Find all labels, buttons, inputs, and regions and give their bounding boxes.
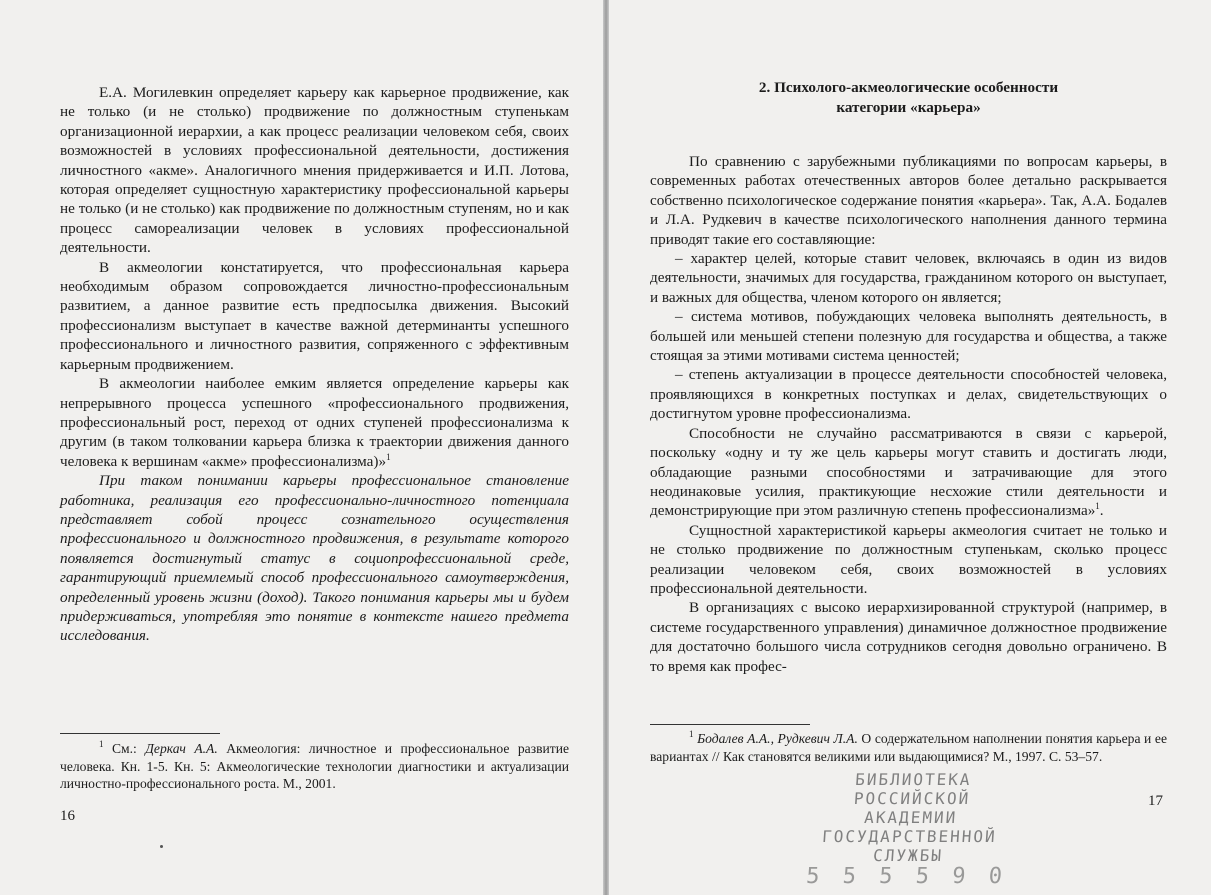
footnote-reference: 1 <box>1095 501 1100 512</box>
scan-speck <box>160 845 163 848</box>
paragraph-with-footnote <box>60 374 569 471</box>
footnote-reference: 1 <box>386 451 391 462</box>
footnote-text: О содержательном наполнении понятия карьера и ее вариантах // Как становятся великими или выдающимися? М., 1997. С. 53–57. <box>650 731 1167 764</box>
footnote-author: Деркач А.А. <box>145 741 218 756</box>
paragraph-with-footnote: Способности не случайно рассматриваются в связи с карьерой, поскольку «одну и ту же цель карьеры могут ставить и достигать люди, обладающие разными способностями и затрачивающие для этого неодинаковые усилия, практикующие несхожие стили деятельности и демонстрирующие при этом различную степень профессионализма»$^1$. <box>650 424 1167 520</box>
left-page <box>0 0 603 895</box>
stamp-line: СЛУЖБЫ <box>872 846 944 865</box>
footnote-prefix: См.: <box>111 741 146 756</box>
paragraph: Е.А. Могилевкин определяет карьеру как карьерное продвижение, как не только (и не столько) продвижение по должностным ступенькам организационной иерархии, а как процесс реализации человеком себя, своих возможностей в условиях профессиональной деятельности, достижения личностного «акме». Аналогичного мнения придерживается и И.П. Лотова, которая определяет сущностную характеристику профессиональной карьеры не только (и не столько) как продвижение по должностным ступеням, но и как процесс самореализации человек в условиях профессиональной деятельности. <box>60 84 569 257</box>
left-page-body <box>60 83 569 646</box>
footnote <box>60 740 569 793</box>
paragraph-text: Способности не случайно рассматриваются в связи с карьерой, поскольку «одну и ту же цель карьеры могут ставить и достигать люди, обладающие разными способностями и затрачивающие для этого неодинаковые усилия, практикующие несхожие стили деятельности и демонстрирующие при этом различную степень профессионализма» <box>650 424 1167 520</box>
right-page <box>609 0 1211 895</box>
list-item: – характер целей, которые ставит человек, включаясь в один из видов деятельности, значимых для государства, гражданином которого он выступает, и важных для общества, членом которого он является; <box>650 250 1167 306</box>
italic-definition-paragraph: При таком понимании карьеры профессиональное становление работника, реализация его профессионально-личностного потенциала представляет собой процесс сознательного осуществления профессионального и должностного продвижения, в результате которого появляется достигнутый статус в социопрофессиональной среде, гарантирующий приемлемый способ профессионального самоутверждения, определенный уровень жизни (доход). Такого понимания карьеры мы и будем придерживаться, употребляя это понятие в контексте нашего предмета исследования. <box>60 472 569 645</box>
stamp-number: 5 5 5 5 9 0 <box>805 864 1008 889</box>
footnote-divider <box>650 724 810 725</box>
paragraph: В организациях с высоко иерархизированной структурой (например, в системе государственного управления) динамичное должностное продвижение для достаточно большого числа сотрудников сегодня довольно ограничено. В то время как профес- <box>650 599 1167 675</box>
stamp-line: РОССИЙСКОЙ АКАДЕМИИ <box>853 789 971 827</box>
footnote <box>650 730 1167 765</box>
footnote-number: 1 <box>99 739 104 750</box>
footnote-authors: Бодалев А.А., Рудкевич Л.А. <box>697 731 858 746</box>
library-stamp <box>801 770 1019 889</box>
paragraph: В акмеологии констатируется, что профессиональная карьера необходимым образом сопровождается личностно-профессиональным развитием, а данное развитие есть предпосылка движения. Высокий профессионализм выступает в качестве важной детерминанты успешного профессионального и личностного развития, сопряженного с эффективным карьерным продвижением. <box>60 258 569 373</box>
list-item: – система мотивов, побуждающих человека выполнять деятельность, в большей или меньшей степени полезную для государства и общества, а также стоящая за этими мотивами система ценностей; <box>650 308 1167 365</box>
paragraph: Сущностной характеристикой карьеры акмеология считает не только и не столько продвижение по должностным ступенькам, сколько процесс реализации человеком себя, своих возможностей в условиях профессиональной деятельности. <box>650 521 1167 597</box>
heading-line: 2. Психолого-акмеологические особенности <box>758 79 1059 96</box>
stamp-line: БИБЛИОТЕКА <box>854 770 973 789</box>
stamp-line: ГОСУДАРСТВЕННОЙ <box>821 827 998 846</box>
footnote-number: 1 <box>689 729 694 740</box>
paragraph: По сравнению с зарубежными публикациями по вопросам карьеры, в современных работах отечественных авторов более детально раскрывается собственно психологическое содержание понятия «карьера». Так, А.А. Бодалев и Л.А. Рудкевич в качестве психологического наполнения данного термина приводят такие его составляющие: <box>650 153 1167 248</box>
heading-line: категории «карьера» <box>836 99 981 116</box>
list-item: – степень актуализации в процессе деятельности способностей человека, проявляющихся в конкретных поступках и делах, свидетельствующих о достигнутом уровне профессионализма. <box>650 366 1167 423</box>
page-number: 16 <box>60 808 75 824</box>
section-heading <box>650 78 1167 118</box>
paragraph-text: В акмеологии наиболее емким является определение карьеры как непрерывного процесса успешного «профессионального продвижения, профессиональный рост, переход от одних ступеней профессионализма к другим (в таком толковании карьера близка к траектории движения данного человека к вершинам «акме» профессионализма)» <box>60 375 569 470</box>
right-page-body <box>650 152 1167 676</box>
footnote-divider <box>60 733 220 734</box>
page-number: 17 <box>1148 793 1163 809</box>
footnote-text: Акмеология: личностное и профессиональное развитие человека. Кн. 1-5. Кн. 5: Акмеологические технологии диагностики и актуализации личностно-профессионального роста. М., 2001. <box>60 741 570 792</box>
